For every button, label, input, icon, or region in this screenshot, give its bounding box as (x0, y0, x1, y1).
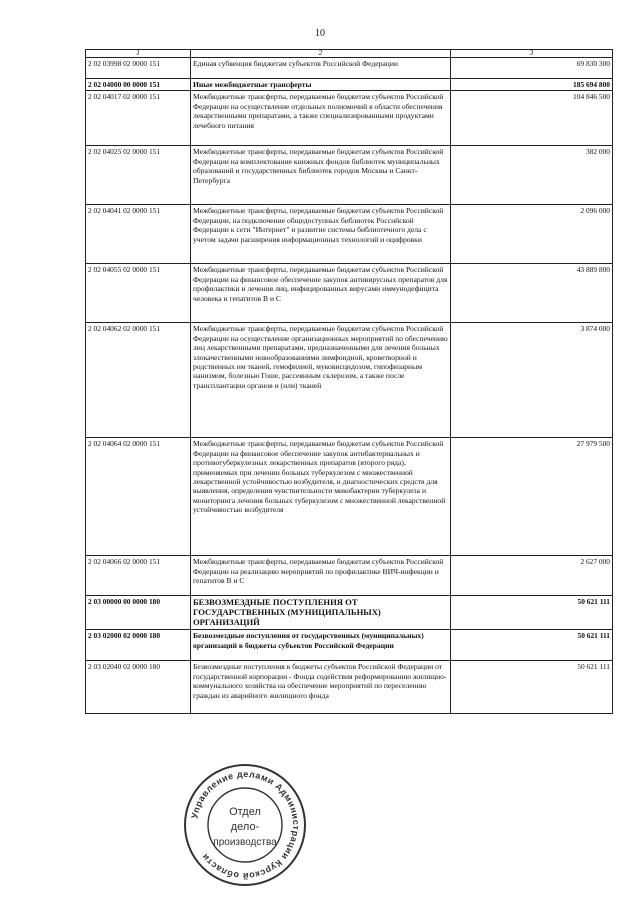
table-row (86, 661, 613, 714)
column-header-2: 2 (191, 50, 451, 58)
table-row (86, 323, 613, 438)
income-name-cell: Межбюджетные трансферты, передаваемые бюджетам субъектов Российской Федерации на реализацию мероприятий по профилактике ВИЧ-инфекции и гепатитов В и С (191, 556, 451, 596)
budget-code-cell: 2 02 04017 02 0000 151 (86, 91, 191, 146)
table-row (86, 58, 613, 79)
table-header-row (86, 50, 613, 58)
amount-cell: 27 979 500 (451, 438, 613, 556)
income-name-cell: Межбюджетные трансферты, передаваемые бюджетам субъектов Российской Федерации на финансовое обеспечение закупок антибактериальных и противотуберкулезных лекарственных препаратов (второго ряда), применяемых при лечении больных туберкулезом с множественной лекарственной устойчивостью возбудителя, и диагностических средств для выявления, определения чувствительности микобактерии туберкулеза и мониторинга лечения больных туберкулезом с множественной лекарственной устойчивостью возбудителя (191, 438, 451, 556)
office-stamp (180, 760, 310, 890)
income-name-cell: Межбюджетные трансферты, передаваемые бюджетам субъектов Российской Федерации на финансовое обеспечение закупок антивирусных препаратов для профилактики и лечения лиц, инфицированных вирусами иммунодефицита человека и гепатитов В и С (191, 264, 451, 323)
budget-code-cell: 2 03 00000 00 0000 180 (86, 596, 191, 630)
income-name-cell: Безвозмездные поступления в бюджеты субъектов Российской Федерации от государственной корпорации - Фонда содействия реформированию жилищно-коммунального хозяйства на обеспечение мероприятий по переселению граждан из аварийного жилищного фонда (191, 661, 451, 714)
income-name-cell: Иные межбюджетные трансферты (191, 79, 451, 91)
table-row (86, 264, 613, 323)
column-header-1: 1 (86, 50, 191, 58)
income-name-cell: Межбюджетные трансферты, передаваемые бюджетам субъектов Российской Федерации на осуществление организационных мероприятий по обеспечению лиц лекарственными препаратами, предназначенными для лечения больных злокачественными новообразованиями лимфоидной, кроветворной и родственных им тканей, гемофилией, муковисцидозом, гипофизарным нанизмом, болезнью Гоше, рассеянным склерозом, а также после трансплантации органов и (или) тканей (191, 323, 451, 438)
budget-code-cell: 2 02 04062 02 0000 151 (86, 323, 191, 438)
table-row (86, 146, 613, 205)
income-name-cell: БЕЗВОЗМЕЗДНЫЕ ПОСТУПЛЕНИЯ ОТ ГОСУДАРСТВЕННЫХ (МУНИЦИПАЛЬНЫХ) ОРГАНИЗАЦИЙ (191, 596, 451, 630)
column-header-3: 3 (451, 50, 613, 58)
income-name-cell: Межбюджетные трансферты, передаваемые бюджетам субъектов Российской Федерации на комплектование книжных фондов библиотек муниципальных образований и государственных библиотек городов Москвы и Санкт-Петербурга (191, 146, 451, 205)
budget-code-cell: 2 02 04064 02 0000 151 (86, 438, 191, 556)
stamp-center-line: дело- (230, 821, 260, 833)
stamp-ring-text: Управление делами Администрации Курской области (189, 768, 302, 882)
amount-cell: 69 830 300 (451, 58, 613, 79)
income-name-cell: Межбюджетные трансферты, передаваемые бюджетам субъектов Российской Федерации, на подключение общедоступных библиотек Российской Федерации к сети "Интернет" и развитие системы библиотечного дела с учетом задачи расширения информационных технологий и оцифровки (191, 205, 451, 264)
amount-cell: 185 694 800 (451, 79, 613, 91)
budget-code-cell: 2 03 02040 02 0000 180 (86, 661, 191, 714)
table-row (86, 438, 613, 556)
revenue-table (85, 49, 613, 714)
table-row (86, 630, 613, 661)
table-row (86, 205, 613, 264)
table-row (86, 556, 613, 596)
page-number: 10 (315, 28, 325, 39)
income-name-cell: Единая субвенция бюджетам субъектов Российской Федерации (191, 58, 451, 79)
amount-cell: 43 889 800 (451, 264, 613, 323)
amount-cell: 382 000 (451, 146, 613, 205)
table-row (86, 91, 613, 146)
budget-code-cell: 2 03 02000 02 0000 180 (86, 630, 191, 661)
amount-cell: 50 621 111 (451, 661, 613, 714)
table-row (86, 79, 613, 91)
budget-code-cell: 2 02 04041 02 0000 151 (86, 205, 191, 264)
budget-code-cell: 2 02 04000 00 0000 151 (86, 79, 191, 91)
stamp-seal-graphic (180, 760, 310, 890)
amount-cell: 50 621 111 (451, 596, 613, 630)
budget-code-cell: 2 02 04066 02 0000 151 (86, 556, 191, 596)
income-name-cell: Безвозмездные поступления от государственных (муниципальных) организаций в бюджеты субъектов Российской Федерации (191, 630, 451, 661)
budget-code-cell: 2 02 04025 02 0000 151 (86, 146, 191, 205)
stamp-center-line: производства (213, 837, 277, 848)
stamp-center-line: Отдел (229, 806, 261, 818)
amount-cell: 50 621 111 (451, 630, 613, 661)
income-name-cell: Межбюджетные трансферты, передаваемые бюджетам субъектов Российской Федерации на осуществление отдельных полномочий в области обеспечения лекарственными препаратами, а также специализированными продуктами лечебного питания (191, 91, 451, 146)
amount-cell: 2 627 000 (451, 556, 613, 596)
budget-code-cell: 2 02 04055 02 0000 151 (86, 264, 191, 323)
amount-cell: 104 846 500 (451, 91, 613, 146)
table-row (86, 596, 613, 630)
amount-cell: 3 874 000 (451, 323, 613, 438)
budget-code-cell: 2 02 03998 02 0000 151 (86, 58, 191, 79)
amount-cell: 2 096 000 (451, 205, 613, 264)
